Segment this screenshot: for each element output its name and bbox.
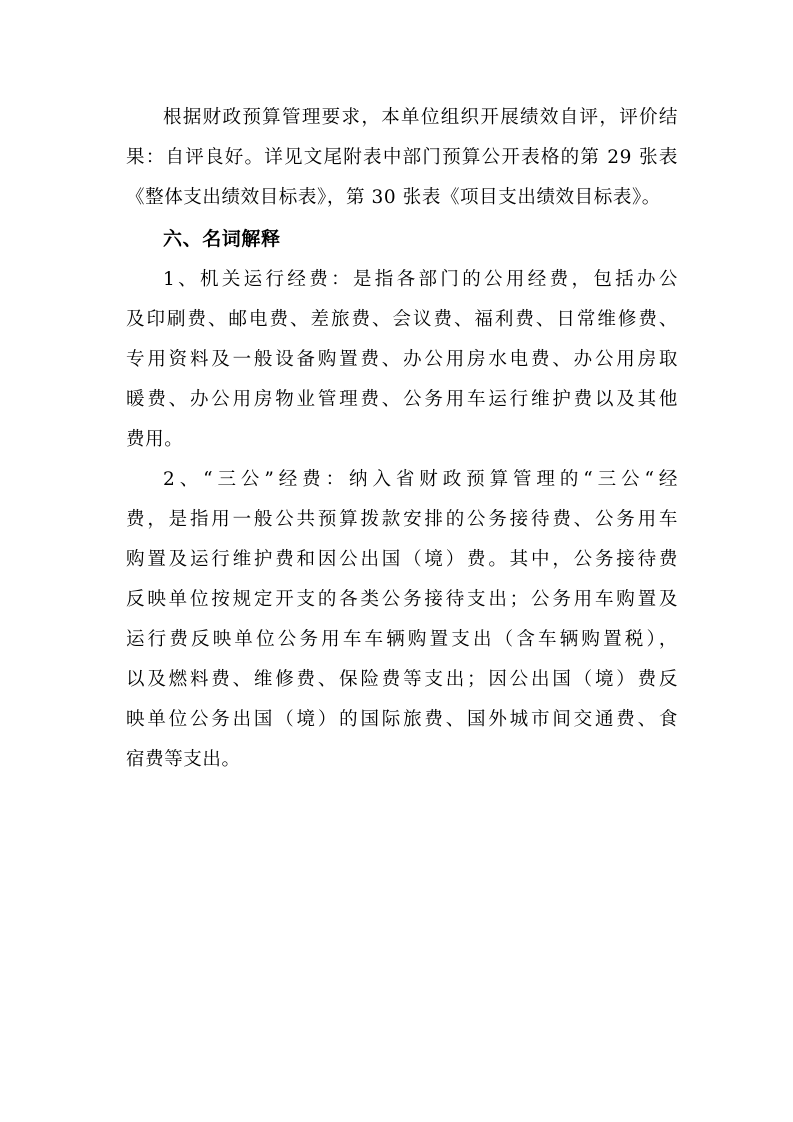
text-line: 果：自评良好。详见文尾附表中部门预算公开表格的第 29 张表 — [126, 147, 678, 168]
text-line: 2、“三公”经费：纳入省财政预算管理的“三公“经 — [163, 469, 678, 490]
text-line: 根据财政预算管理要求，本单位组织开展绩效自评，评价结 — [163, 107, 678, 128]
text-line: 及印刷费、邮电费、差旅费、会议费、福利费、日常维修费、 — [126, 309, 678, 330]
term-definition-three-public-expenses — [126, 460, 678, 780]
text-line: 费，是指用一般公共预算拨款安排的公务接待费、公务用车 — [126, 509, 678, 530]
text-line: 《整体支出绩效目标表》，第 30 张表《项目支出绩效目标表》。 — [126, 187, 661, 208]
text-line: 费用。 — [126, 429, 184, 450]
text-line: 宿费等支出。 — [126, 749, 241, 770]
text-line: 购置及运行维护费和因公出国（境）费。其中，公务接待费 — [126, 549, 678, 570]
text-line: 运行费反映单位公务用车车辆购置支出（含车辆购置税）， — [126, 629, 678, 650]
performance-evaluation-paragraph — [126, 98, 678, 218]
text-line: 1、机关运行经费：是指各部门的公用经费，包括办公 — [163, 269, 678, 290]
text-line: 映单位公务出国（境）的国际旅费、国外城市间交通费、食 — [126, 709, 678, 730]
term-definition-operating-expenses — [126, 260, 678, 460]
text-line: 以及燃料费、维修费、保险费等支出；因公出国（境）费反 — [126, 669, 678, 690]
text-line: 反映单位按规定开支的各类公务接待支出；公务用车购置及 — [126, 589, 678, 610]
text-line: 暖费、办公用房物业管理费、公务用车运行维护费以及其他 — [126, 389, 678, 410]
section-heading: 六、名词解释 — [163, 228, 281, 250]
text-line: 专用资料及一般设备购置费、办公用房水电费、办公用房取 — [126, 349, 678, 370]
document-body — [126, 98, 678, 780]
